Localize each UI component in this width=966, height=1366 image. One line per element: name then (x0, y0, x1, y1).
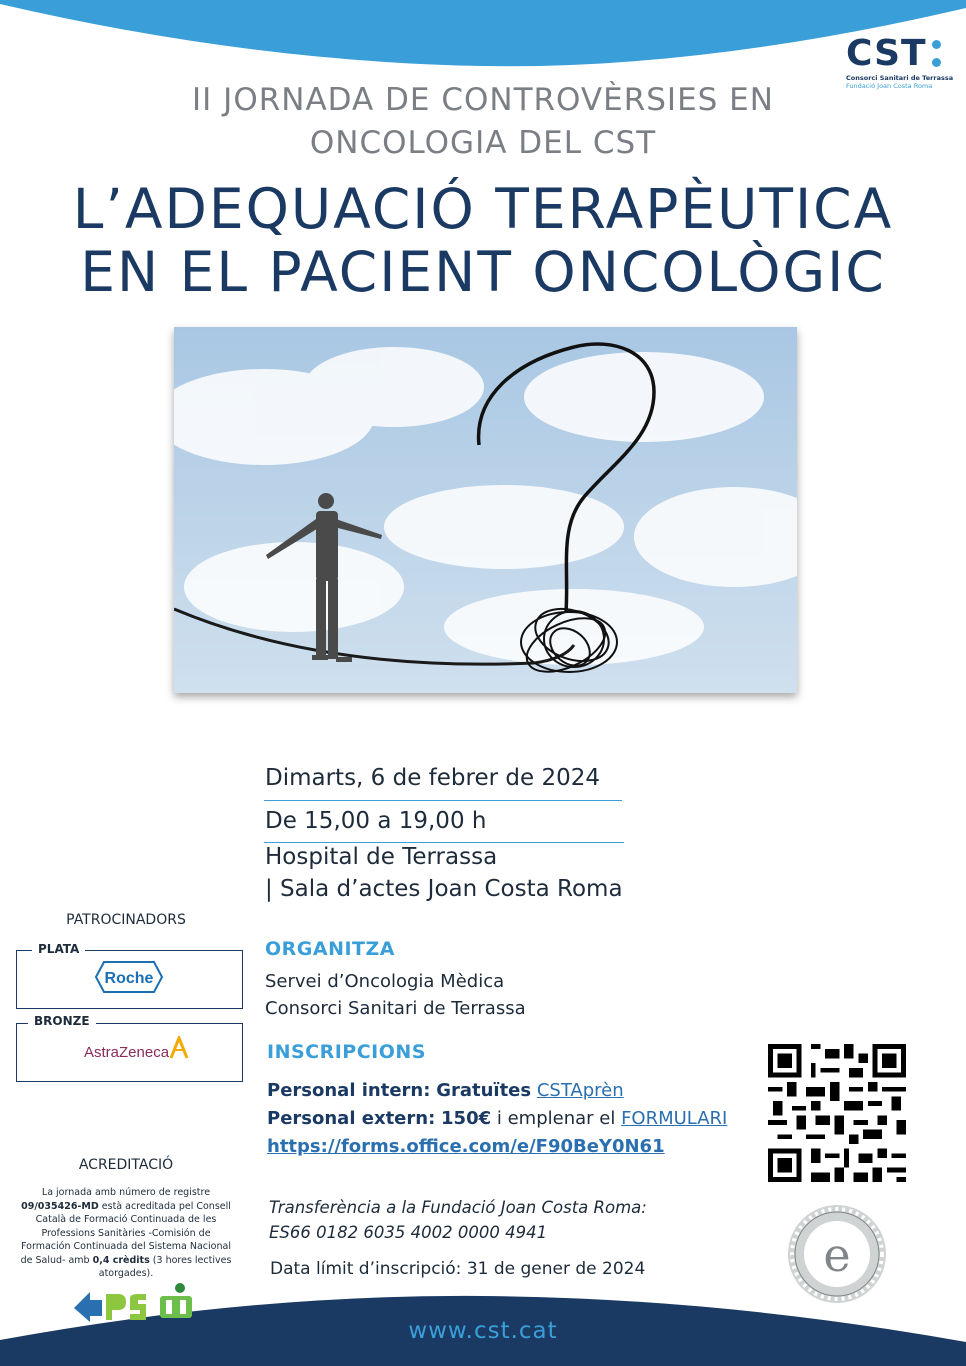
event-date: Dimarts, 6 de febrer de 2024 (265, 765, 600, 791)
tightrope-photo (174, 327, 797, 693)
svg-text:e: e (823, 1228, 851, 1282)
accreditation-text (16, 1186, 236, 1281)
accreditation-text-2: està acreditada pel Consell Català de Formació Continuada de les Professions Sanitàries -Comisión de Formación Continuada del Sistema Nacional de Salud- amb (20, 1200, 231, 1266)
sponsors-heading: PATROCINADORS (66, 912, 186, 928)
bronze-label: BRONZE (28, 1014, 96, 1028)
cstapren-link[interactable]: CSTAprèn (536, 1080, 624, 1101)
astrazeneca-symbol-icon (168, 1036, 190, 1060)
divider-2 (264, 842, 624, 843)
title-line-1: L’ADEQUACIÓ TERAPÈUTICA (72, 177, 894, 241)
footer-url[interactable]: www.cst.cat (408, 1318, 558, 1344)
divider-1 (264, 800, 622, 801)
accreditation-register: 09/035426-MD (21, 1200, 99, 1212)
logo-main-text: CST (846, 33, 927, 74)
extern-label: Personal extern: (267, 1108, 436, 1129)
accreditation-credits: 0,4 crèdits (92, 1254, 150, 1266)
deadline-label: Data límit d’inscripció: (270, 1259, 462, 1279)
transfer-line-1: Transferència a la Fundació Joan Costa Roma: (269, 1198, 647, 1217)
title-line-2: EN EL PACIENT ONCOLÒGIC (80, 240, 886, 304)
intern-line (267, 1080, 624, 1101)
logo-subtitle: Consorci Sanitari de Terrassa (846, 74, 954, 82)
top-wave (0, 0, 966, 80)
logo-foundation: Fundació Joan Costa Roma (846, 82, 933, 90)
qr-code-icon[interactable] (768, 1044, 906, 1182)
plata-label: PLATA (32, 942, 85, 956)
kicker-line-2: ONCOLOGIA DEL CST (309, 125, 657, 161)
accreditation-text-1: La jornada amb número de registre (41, 1187, 211, 1198)
event-place: Hospital de Terrassa (265, 844, 498, 870)
logo-dots-icon (932, 40, 944, 76)
astrazeneca-logo-text: AstraZeneca (84, 1044, 170, 1061)
deadline-value: 31 de gener de 2024 (466, 1259, 646, 1279)
kicker-line-1: II JORNADA DE CONTROVÈRSIES EN (192, 82, 774, 118)
intern-value: Gratuïtes (436, 1080, 532, 1101)
roche-logo-text: Roche (104, 970, 154, 987)
roche-logo-icon (94, 960, 164, 994)
organitza-line-2: Consorci Sanitari de Terrassa (265, 998, 526, 1019)
formulari-link[interactable]: FORMULARI (621, 1108, 728, 1129)
organitza-heading: ORGANITZA (265, 938, 395, 960)
extern-text: i emplenar el (496, 1108, 616, 1129)
inscripcions-heading: INSCRIPCIONS (267, 1041, 426, 1063)
event-room: | Sala d’actes Joan Costa Roma (265, 876, 623, 902)
transfer-iban: ES66 0182 6035 4002 0000 4941 (269, 1223, 548, 1242)
intern-label: Personal intern: (267, 1080, 431, 1101)
organitza-line-1: Servei d’Oncologia Mèdica (265, 971, 505, 992)
accreditation-logo-icon (156, 1282, 196, 1322)
fenin-seal-icon (786, 1203, 888, 1305)
form-url-link[interactable]: https://forms.office.com/e/F90BeY0N61 (267, 1136, 665, 1157)
accreditation-heading: ACREDITACIÓ (78, 1157, 174, 1173)
extern-price: 150€ (441, 1108, 492, 1129)
form-url-line (267, 1136, 665, 1157)
extern-line (267, 1108, 727, 1129)
astrazeneca-logo-icon (84, 1042, 194, 1066)
deadline-line (270, 1259, 645, 1279)
event-time: De 15,00 a 19,00 h (265, 808, 487, 834)
accreditation-text-3: (3 hores lectives atorgades). (98, 1254, 232, 1279)
